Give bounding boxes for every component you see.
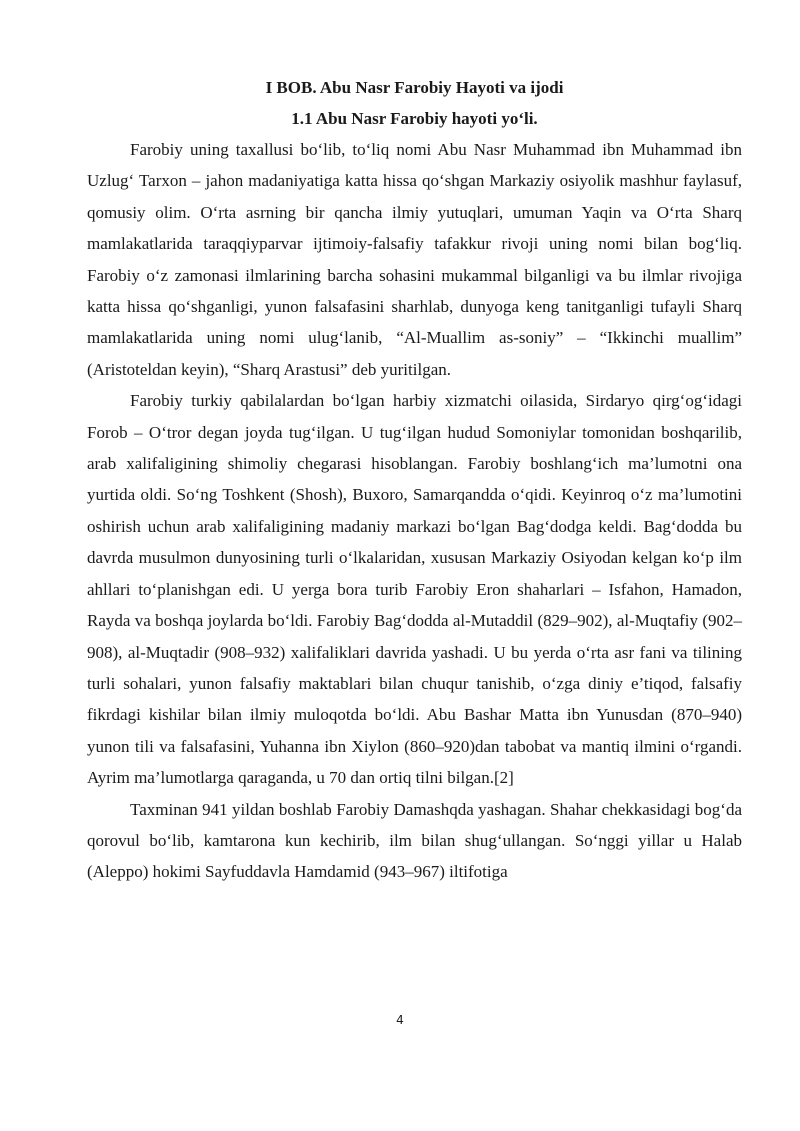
page-number: 4 [396, 1013, 404, 1027]
section-title: 1.1 Abu Nasr Farobiy hayoti yo‘li. [291, 109, 538, 128]
chapter-title: I BOB. Abu Nasr Farobiy Hayoti va ijodi [265, 78, 564, 97]
document-page [87, 72, 742, 888]
paragraph-1: Farobiy uning taxallusi bo‘lib, to‘liq nomi Abu Nasr Muhammad ibn Muhammad ibn Uzlug‘ Tarxon – jahon madaniyatiga katta hissa qo‘shgan Markaziy osiyolik mashhur faylasuf, qomusiy olim. O‘rta asrning bir qancha ilmiy yutuqlari, umuman Yaqin va O‘rta Sharq mamlakatlarida taraqqiyparvar ijtimoiy-falsafiy tafakkur rivoji uning nomi bilan bog‘liq. Farobiy o‘z zamonasi ilmlarining barcha sohasini mukammal bilganligi va bu ilmlar rivojiga katta hissa qo‘shganligi, yunon falsafasini sharhlab, dunyoga keng tanitganligi tufayli Sharq mamlakatlarida uning nomi ulug‘lanib, “Al-Muallim as-soniy” – “Ikkinchi muallim” (Aristoteldan keyin), “Sharq Arastusi” deb yuritilgan. [87, 140, 742, 379]
paragraph-2: Farobiy turkiy qabilalardan bo‘lgan harbiy xizmatchi oilasida, Sirdaryo qirg‘og‘idagi Forob – O‘tror degan joyda tug‘ilgan. U tug‘ilgan hudud Somoniylar tomonidan boshqarilib, arab xalifaligining shimoliy chegarasi hisoblangan. Farobiy boshlang‘ich ma’lumotni ona yurtida oldi. So‘ng Toshkent (Shosh), Buxoro, Samarqandda o‘qidi. Keyinroq o‘z ma’lumotini oshirish uchun arab xalifaligining madaniy markazi bo‘lgan Bag‘dodga keldi. Bag‘dodda bu davrda musulmon dunyosining turli o‘lkalaridan, xususan Markaziy Osiyodan kelgan ko‘p ilm ahllari to‘planishgan edi. U yerga bora turib Farobiy Eron shaharlari – Isfahon, Hamadon, Rayda va boshqa joylarda bo‘ldi. Farobiy Bag‘dodda al-Mutaddil (829–902), al-Muqtafiy (902–908), al-Muqtadir (908–932) xalifaliklari davrida yashadi. U bu yerda o‘rta asr fani va tilining turli sohalari, yunon falsafiy maktablari bilan chuqur tanishib, o‘zga diniy e’tiqod, falsafiy fikrdagi kishilar bilan ilmiy muloqotda bo‘ldi. Abu Bashar Matta ibn Yunusdan (870–940) yunon tili va falsafasini, Yuhanna ibn Xiylon (860–920)dan tabobat va mantiq ilmini o‘rgandi. Ayrim ma’lumotlarga qaraganda, u 70 dan ortiq tilni bilgan.[2] [87, 391, 742, 788]
paragraph-3: Taxminan 941 yildan boshlab Farobiy Damashqda yashagan. Shahar chekkasidagi bog‘da qorovul bo‘lib, kamtarona kun kechirib, ilm bilan shug‘ullangan. So‘nggi yillar u Halab (Aleppo) hokimi Sayfuddavla Hamdamid (943–967) iltifotiga [87, 799, 742, 882]
